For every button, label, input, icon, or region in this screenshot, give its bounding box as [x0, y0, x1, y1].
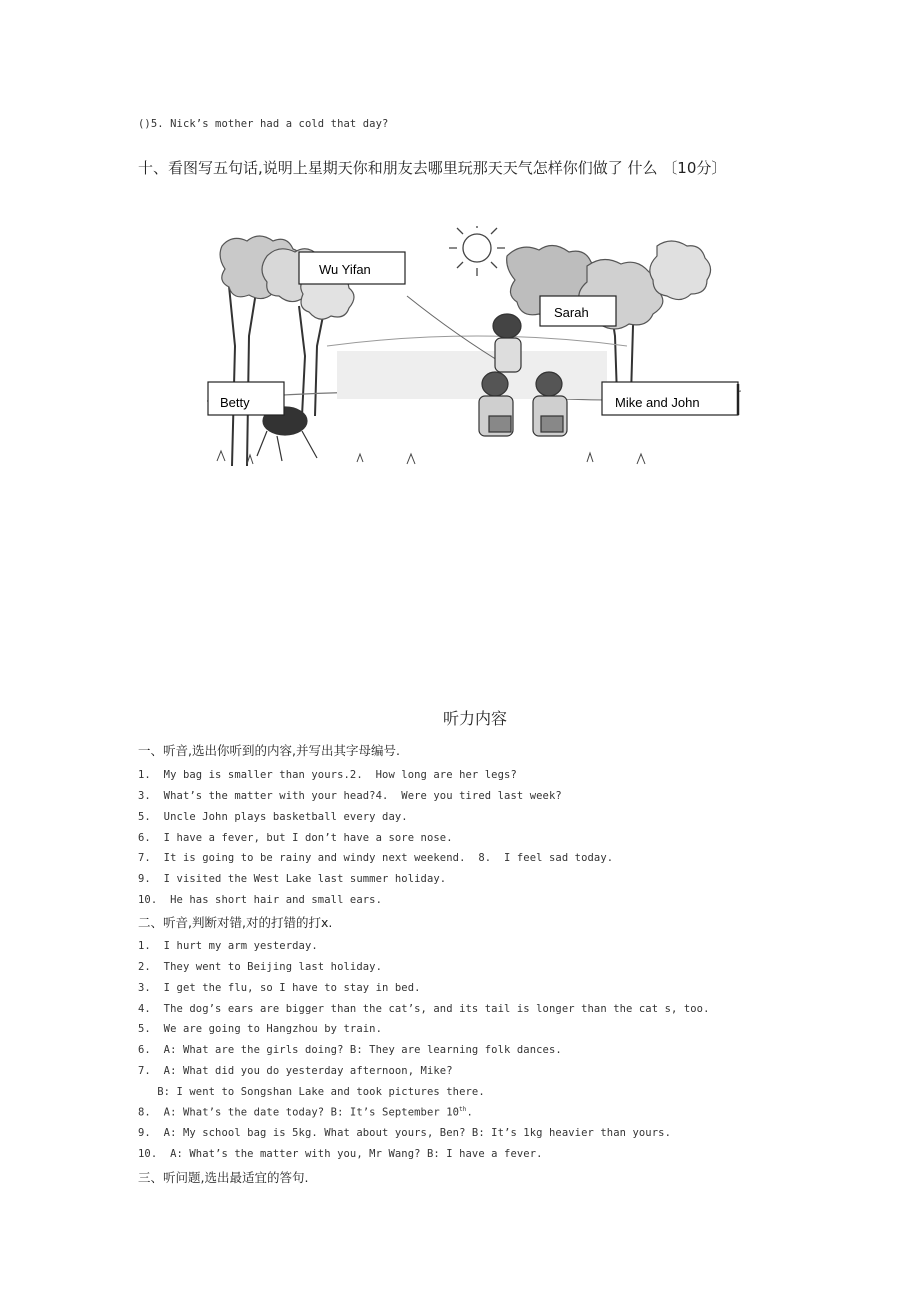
park-scene-picture	[207, 226, 741, 472]
listening-title: 听力内容	[442, 709, 507, 728]
part2-line-6: 6. A: What are the girls doing? B: They are learning folk dances.	[138, 1044, 562, 1056]
part2-line-9: 9. A: My school bag is 5kg. What about yours, Ben? B: It’s 1kg heavier than yours.	[138, 1127, 671, 1139]
part3-heading: 三、听问题,选出最适宜的答句.	[138, 1170, 309, 1185]
part2-heading: 二、听音,判断对错,对的打错的打x.	[138, 915, 333, 930]
part1-line-4: 6. I have a fever, but I don’t have a sore nose.	[138, 832, 453, 844]
label-sarah: Sarah	[554, 305, 589, 320]
part1-line-5: 7. It is going to be rainy and windy next weekend. 8. I feel sad today.	[138, 852, 614, 864]
superscript-th: th	[459, 1106, 467, 1113]
section-10-prompt: 十、看图写五句话,说明上星期天你和朋友去哪里玩那天天气怎样你们做了 什么 〔10分〕	[138, 159, 727, 177]
label-mike-and-john: Mike and John	[615, 395, 700, 410]
part1-line-6: 9. I visited the West Lake last summer holiday.	[138, 873, 447, 885]
question-5: ()5. Nick’s mother had a cold that day?	[138, 118, 389, 130]
part1-line-7: 10. He has short hair and small ears.	[138, 894, 383, 906]
part2-line-2: 2. They went to Beijing last holiday.	[138, 961, 383, 973]
part2-line-3: 3. I get the flu, so I have to stay in bed.	[138, 982, 421, 994]
part2-line-8	[138, 1106, 473, 1119]
part1-heading: 一、听音,选出你听到的内容,并写出其字母编号.	[138, 743, 400, 758]
part2-line-8-end: .	[466, 1106, 473, 1119]
part1-line-3: 5. Uncle John plays basketball every day.	[138, 811, 408, 823]
part2-line-4: 4. The dog’s ears are bigger than the cat’s, and its tail is longer than the cat s, too.	[138, 1003, 710, 1015]
part2-line-1: 1. I hurt my arm yesterday.	[138, 940, 318, 952]
part2-line-8-text: 8. A: What’s the date today? B: It’s September 10	[138, 1106, 460, 1119]
part1-line-2: 3. What’s the matter with your head?4. Were you tired last week?	[138, 790, 562, 802]
label-betty: Betty	[220, 395, 250, 410]
label-wu-yifan: Wu Yifan	[319, 262, 371, 277]
part2-line-5: 5. We are going to Hangzhou by train.	[138, 1023, 383, 1035]
part2-line-7a: 7. A: What did you do yesterday afternoon, Mike?	[138, 1065, 453, 1077]
part1-line-1: 1. My bag is smaller than yours.2. How long are her legs?	[138, 769, 517, 781]
part2-line-7b: B: I went to Songshan Lake and took pictures there.	[138, 1086, 485, 1098]
part2-line-10: 10. A: What’s the matter with you, Mr Wang? B: I have a fever.	[138, 1148, 543, 1160]
